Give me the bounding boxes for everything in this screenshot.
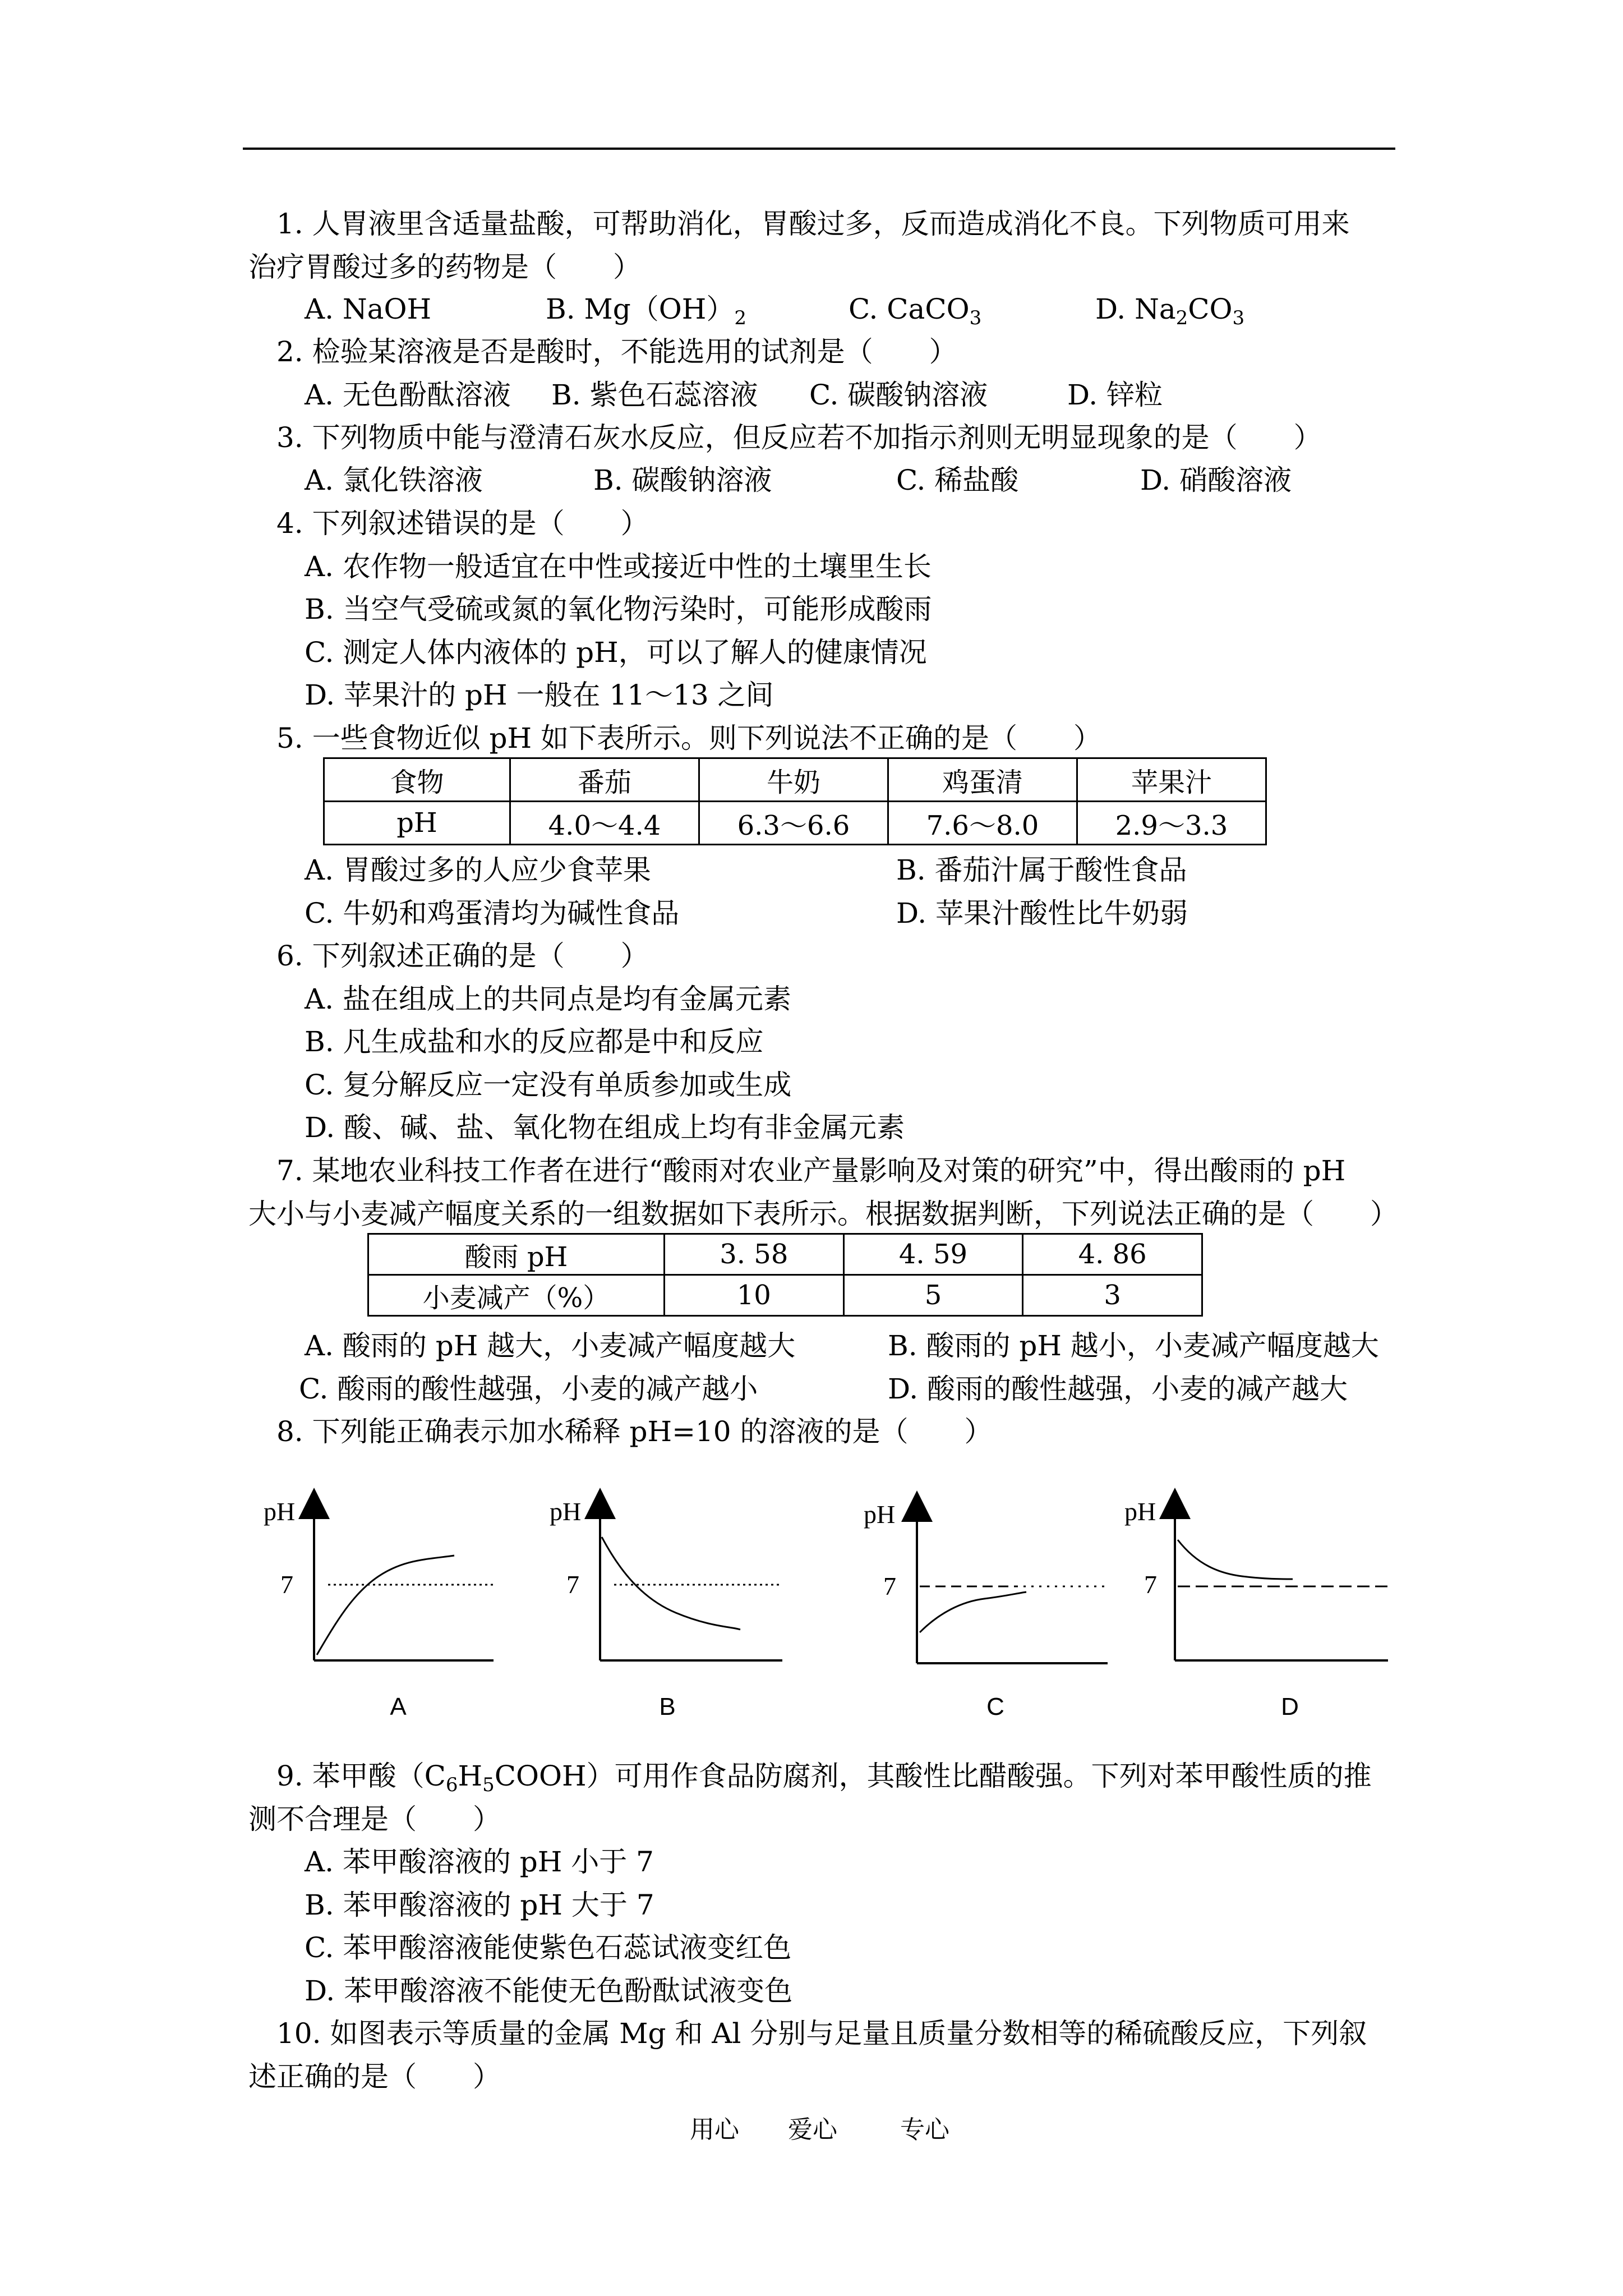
q1-option-b: B. $Mg(OH)_2$ (546, 293, 746, 329)
q5-option-b: B. 番茄汁属于酸性食品 (896, 854, 1187, 886)
q10-stem-line2: 述正确的是（ ） (248, 2060, 501, 2093)
q2-option-d: D. 锌粒 (1067, 379, 1163, 411)
q7-row2-cell: 5 (843, 1275, 1023, 1316)
q2-stem: 2. 检验某溶液是否是酸时，不能选用的试剂是（ ） (276, 335, 957, 368)
curve-a (317, 1556, 454, 1655)
q8-graph-c (850, 1495, 1113, 1731)
q7-stem-line1: 7. 某地农业科技工作者在进行“酸雨对农业产量影响及对策的研究”中，得出酸雨的 pH (276, 1154, 1346, 1187)
q7-row1-cell: 3. 58 (664, 1234, 843, 1275)
q7-row2-cell: 10 (664, 1275, 843, 1316)
q7-row2-cell: 小麦减产（%） (368, 1275, 665, 1316)
q5-row-cell: 2.9～3.3 (1077, 802, 1266, 845)
graph-label-c: C (986, 1693, 1004, 1720)
q5-header-cell: 食物 (324, 758, 510, 802)
q7-row2-cell: 3 (1023, 1275, 1202, 1316)
q7-option-c: C. 酸雨的酸性越强，小麦的减产越小 (299, 1373, 758, 1405)
q7-option-d: D. 酸雨的酸性越强，小麦的减产越大 (888, 1373, 1348, 1405)
curve-c (920, 1592, 1026, 1632)
q5-food-ph-table (323, 757, 1267, 845)
q5-header-cell: 牛奶 (699, 758, 888, 802)
q5-header-cell: 番茄 (510, 758, 699, 802)
ph-axis-label: pH (264, 1497, 296, 1526)
q5-row-cell: pH (324, 802, 510, 845)
q8-graph-d (1124, 1492, 1405, 1728)
q5-option-c: C. 牛奶和鸡蛋清均为碱性食品 (305, 897, 680, 930)
q3-option-d: D. 硝酸溶液 (1140, 464, 1292, 496)
q2-option-c: C. 碳酸钠溶液 (809, 379, 988, 411)
q2-option-a: A. 无色酚酞溶液 (305, 379, 511, 411)
q1-option-a: A. NaOH (305, 293, 432, 325)
ph-axis-label: pH (1124, 1497, 1156, 1526)
q7-option-b: B. 酸雨的 pH 越小，小麦减产幅度越大 (888, 1329, 1379, 1362)
footer-text-1: 用心 (690, 2115, 739, 2144)
q3-option-c: C. 稀盐酸 (896, 464, 1019, 496)
graph-label-a: A (390, 1693, 407, 1720)
q6-option-c: C. 复分解反应一定没有单质参加或生成 (305, 1069, 792, 1101)
seven-label: 7 (280, 1570, 293, 1599)
q4-option-a: A. 农作物一般适宜在中性或接近中性的土壤里生长 (305, 550, 932, 583)
q9-option-d: D. 苯甲酸溶液不能使无色酚酞试液变色 (305, 1975, 793, 2007)
q1-option-c: C. CaCO$_3$ (849, 293, 982, 329)
header-rule (243, 148, 1395, 150)
q5-header-cell: 鸡蛋清 (888, 758, 1077, 802)
q7-row1-cell: 酸雨 pH (368, 1234, 665, 1275)
q6-option-b: B. 凡生成盐和水的反应都是中和反应 (305, 1025, 764, 1058)
q4-stem: 4. 下列叙述错误的是（ ） (276, 507, 649, 540)
ph-axis-label: pH (864, 1500, 896, 1529)
q5-header-cell: 苹果汁 (1077, 758, 1266, 802)
q3-option-a: A. 氯化铁溶液 (305, 464, 483, 496)
graph-label-b: B (659, 1693, 676, 1720)
q1-stem-line2: 治疗胃酸过多的药物是（ ） (248, 251, 641, 283)
q3-option-b: B. 碳酸钠溶液 (593, 464, 772, 496)
q5-option-d: D. 苹果汁酸性比牛奶弱 (896, 897, 1188, 930)
q8-graph-b (547, 1492, 794, 1728)
q4-option-c: C. 测定人体内液体的 pH，可以了解人的健康情况 (305, 636, 927, 669)
seven-label: 7 (566, 1570, 579, 1599)
q9-option-b: B. 苯甲酸溶液的 pH 大于 7 (305, 1889, 654, 1921)
q9-stem-line2: 测不合理是（ ） (248, 1803, 501, 1835)
q5-option-a: A. 胃酸过多的人应少食苹果 (305, 854, 651, 886)
seven-label: 7 (883, 1572, 896, 1600)
q9-option-c: C. 苯甲酸溶液能使紫色石蕊试液变红色 (305, 1931, 792, 1964)
q5-row-cell: 6.3～6.6 (699, 802, 888, 845)
q9-option-a: A. 苯甲酸溶液的 pH 小于 7 (305, 1846, 654, 1878)
curve-d (1178, 1540, 1293, 1579)
q2-option-b: B. 紫色石蕊溶液 (551, 379, 758, 411)
q8-stem: 8. 下列能正确表示加水稀释 pH=10 的溶液的是（ ） (276, 1415, 993, 1448)
q7-acid-rain-table (367, 1233, 1203, 1317)
footer-text-3: 专心 (900, 2115, 949, 2144)
q5-row-cell: 7.6～8.0 (888, 802, 1077, 845)
curve-b (602, 1537, 740, 1630)
q7-stem-line2: 大小与小麦减产幅度关系的一组数据如下表所示。根据数据判断，下列说法正确的是（ ） (248, 1198, 1398, 1230)
graph-label-d: D (1281, 1693, 1299, 1720)
q1-stem-line1: 1. 人胃液里含适量盐酸，可帮助消化，胃酸过多，反而造成消化不良。下列物质可用来 (276, 208, 1350, 240)
footer-text-2: 爱心 (788, 2115, 837, 2144)
seven-label: 7 (1144, 1570, 1157, 1599)
ph-axis-label: pH (550, 1497, 582, 1526)
q4-option-d: D. 苹果汁的 pH 一般在 11～13 之间 (305, 679, 774, 711)
q8-graph-a (258, 1492, 505, 1728)
q7-row1-cell: 4. 86 (1023, 1234, 1202, 1275)
q3-stem: 3. 下列物质中能与澄清石灰水反应，但反应若不加指示剂则无明显现象的是（ ） (276, 421, 1322, 454)
q4-option-b: B. 当空气受硫或氮的氧化物污染时，可能形成酸雨 (305, 593, 932, 625)
q9-stem-line1: 9. 苯甲酸$(C_6H_5COOH)$可用作食品防腐剂，其酸性比醋酸强。下列对苯甲酸性质的推 (276, 1760, 1372, 1796)
q6-stem: 6. 下列叙述正确的是（ ） (276, 940, 649, 972)
q5-stem: 5. 一些食物近似 pH 如下表所示。则下列说法不正确的是（ ） (276, 722, 1101, 754)
q10-stem-line1: 10. 如图表示等质量的金属 Mg 和 Al 分别与足量且质量分数相等的稀硫酸反应，下列叙 (276, 2017, 1367, 2050)
q7-row1-cell: 4. 59 (843, 1234, 1023, 1275)
q1-option-d: D. $Na_2CO_3$ (1095, 293, 1245, 329)
q6-option-a: A. 盐在组成上的共同点是均有金属元素 (305, 983, 791, 1015)
q5-row-cell: 4.0～4.4 (510, 802, 699, 845)
q7-option-a: A. 酸雨的 pH 越大，小麦减产幅度越大 (305, 1329, 796, 1362)
q6-option-d: D. 酸、碱、盐、氧化物在组成上均有非金属元素 (305, 1111, 905, 1144)
